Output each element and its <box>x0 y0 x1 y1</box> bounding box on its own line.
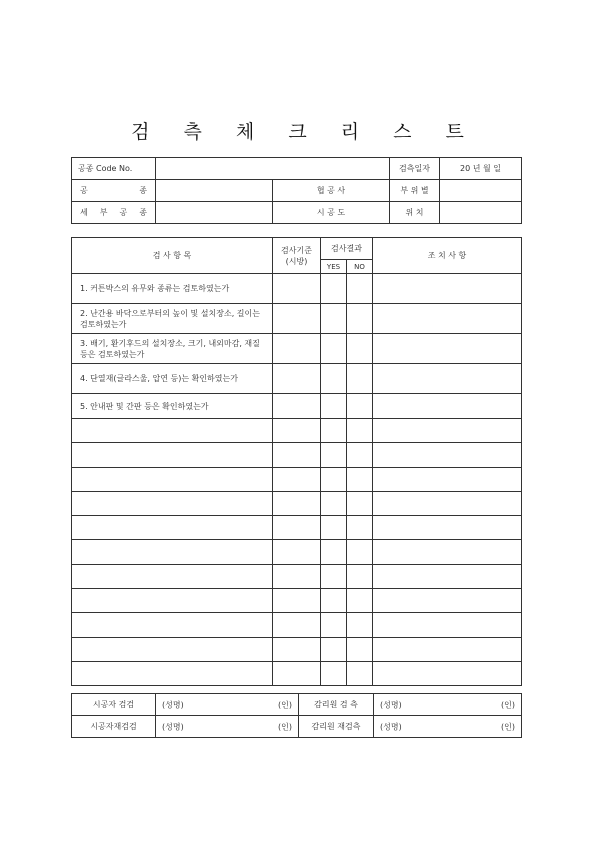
yes-cell[interactable] <box>321 274 347 304</box>
no-cell[interactable] <box>347 540 373 564</box>
no-cell[interactable] <box>347 419 373 443</box>
table-row <box>72 613 522 637</box>
yes-cell[interactable] <box>321 304 347 334</box>
item-cell: 1. 커튼박스의 유무와 종류는 검토하였는가 <box>72 274 273 304</box>
item-cell <box>72 661 273 685</box>
table-row <box>72 540 522 564</box>
contractor-reinspection-signature-field[interactable] <box>156 716 299 738</box>
action-cell[interactable] <box>373 637 522 661</box>
signature-name-placeholder: (성명) <box>162 722 184 731</box>
standard-cell[interactable] <box>273 516 321 540</box>
action-cell[interactable] <box>373 443 522 467</box>
standard-cell[interactable] <box>273 613 321 637</box>
no-cell[interactable] <box>347 467 373 491</box>
col-no-header: NO <box>347 260 373 274</box>
action-cell[interactable] <box>373 540 522 564</box>
header-table <box>71 157 522 224</box>
standard-cell[interactable] <box>273 419 321 443</box>
no-cell[interactable] <box>347 564 373 588</box>
standard-cell[interactable] <box>273 467 321 491</box>
item-cell: 5. 안내판 및 간판 등은 확인하였는가 <box>72 394 273 419</box>
no-cell[interactable] <box>347 443 373 467</box>
standard-cell[interactable] <box>273 443 321 467</box>
action-cell[interactable] <box>373 491 522 515</box>
item-cell: 3. 배기, 환기후드의 설치장소, 크기, 내외마감, 재질 등은 검토하였는가 <box>72 334 273 364</box>
no-cell[interactable] <box>347 491 373 515</box>
sub-work-label: 세 부 공 종 <box>72 202 156 224</box>
col-standard-sub: (시방) <box>285 256 308 266</box>
seal-placeholder: (인) <box>278 722 292 731</box>
signature-name-placeholder: (성명) <box>380 700 402 709</box>
yes-cell[interactable] <box>321 443 347 467</box>
col-standard-label: 검사기준 <box>281 245 312 255</box>
code-value-field[interactable] <box>156 158 390 180</box>
col-action-header: 조 치 사 항 <box>373 238 522 274</box>
date-value-field[interactable]: 20 년 월 일 <box>440 158 522 180</box>
action-cell[interactable] <box>373 589 522 613</box>
item-cell <box>72 637 273 661</box>
part-label: 부 위 별 <box>390 180 440 202</box>
table-row <box>72 564 522 588</box>
table-row <box>72 394 522 419</box>
action-cell[interactable] <box>373 564 522 588</box>
standard-cell[interactable] <box>273 589 321 613</box>
drawing-label: 시 공 도 <box>273 202 390 224</box>
yes-cell[interactable] <box>321 491 347 515</box>
standard-cell[interactable] <box>273 661 321 685</box>
yes-cell[interactable] <box>321 364 347 394</box>
yes-cell[interactable] <box>321 419 347 443</box>
signature-table <box>71 693 522 738</box>
code-label: 공종 Code No. <box>72 158 156 180</box>
no-cell[interactable] <box>347 516 373 540</box>
no-cell[interactable] <box>347 613 373 637</box>
table-row <box>72 274 522 304</box>
standard-cell[interactable] <box>273 491 321 515</box>
part-value-field[interactable] <box>440 180 522 202</box>
col-yes-header: YES <box>321 260 347 274</box>
col-standard-header <box>273 238 321 274</box>
contractor-reinspection-label: 시공자재검검 <box>72 716 156 738</box>
action-cell[interactable] <box>373 394 522 419</box>
action-cell[interactable] <box>373 419 522 443</box>
item-cell <box>72 467 273 491</box>
item-cell <box>72 491 273 515</box>
work-type-label: 공 종 <box>72 180 156 202</box>
table-row <box>72 637 522 661</box>
yes-cell[interactable] <box>321 516 347 540</box>
action-cell[interactable] <box>373 516 522 540</box>
yes-cell[interactable] <box>321 540 347 564</box>
table-row <box>72 589 522 613</box>
standard-cell[interactable] <box>273 394 321 419</box>
seal-placeholder: (인) <box>501 722 515 731</box>
yes-cell[interactable] <box>321 394 347 419</box>
item-cell: 2. 난간용 바닥으로부터의 높이 및 설치장소, 길이는 검토하였는가 <box>72 304 273 334</box>
yes-cell[interactable] <box>321 589 347 613</box>
item-cell <box>72 443 273 467</box>
yes-cell[interactable] <box>321 661 347 685</box>
no-cell[interactable] <box>347 589 373 613</box>
item-cell <box>72 419 273 443</box>
action-cell[interactable] <box>373 364 522 394</box>
seal-placeholder: (인) <box>278 700 292 709</box>
work-type-field[interactable] <box>156 180 273 202</box>
seal-placeholder: (인) <box>501 700 515 709</box>
no-cell[interactable] <box>347 334 373 364</box>
standard-cell[interactable] <box>273 334 321 364</box>
no-cell[interactable] <box>347 394 373 419</box>
item-cell: 4. 단열재(글라스울, 압연 등)는 확인하였는가 <box>72 364 273 394</box>
table-row <box>72 491 522 515</box>
col-result-header: 검사결과 <box>321 238 373 260</box>
no-cell[interactable] <box>347 274 373 304</box>
no-cell[interactable] <box>347 637 373 661</box>
table-row <box>72 516 522 540</box>
page-title: 검 측 체 크 리 스 트 <box>131 121 478 143</box>
yes-cell[interactable] <box>321 467 347 491</box>
standard-cell[interactable] <box>273 274 321 304</box>
action-cell[interactable] <box>373 467 522 491</box>
table-row <box>72 443 522 467</box>
supervisor-reinspection-signature-field[interactable] <box>374 716 522 738</box>
col-items-header: 검 사 항 목 <box>72 238 273 274</box>
yes-cell[interactable] <box>321 637 347 661</box>
contractor-inspection-label: 시공자 검검 <box>72 694 156 716</box>
standard-cell[interactable] <box>273 564 321 588</box>
action-cell[interactable] <box>373 661 522 685</box>
yes-cell[interactable] <box>321 334 347 364</box>
sub-work-field[interactable] <box>156 202 273 224</box>
standard-cell[interactable] <box>273 364 321 394</box>
no-cell[interactable] <box>347 364 373 394</box>
item-cell <box>72 564 273 588</box>
supervisor-reinspection-label: 감리원 재검측 <box>299 716 374 738</box>
signature-name-placeholder: (성명) <box>162 700 184 709</box>
item-cell <box>72 516 273 540</box>
item-cell <box>72 589 273 613</box>
action-cell[interactable] <box>373 334 522 364</box>
table-row <box>72 304 522 334</box>
action-cell[interactable] <box>373 274 522 304</box>
standard-cell[interactable] <box>273 540 321 564</box>
yes-cell[interactable] <box>321 564 347 588</box>
standard-cell[interactable] <box>273 304 321 334</box>
no-cell[interactable] <box>347 304 373 334</box>
location-value-field[interactable] <box>440 202 522 224</box>
contractor-label: 협 공 사 <box>273 180 390 202</box>
item-cell <box>72 613 273 637</box>
yes-cell[interactable] <box>321 613 347 637</box>
supervisor-inspection-label: 감리원 검 측 <box>299 694 374 716</box>
table-row <box>72 334 522 364</box>
date-label: 검측일자 <box>390 158 440 180</box>
action-cell[interactable] <box>373 613 522 637</box>
signature-name-placeholder: (성명) <box>380 722 402 731</box>
contractor-inspection-signature-field[interactable] <box>156 694 299 716</box>
standard-cell[interactable] <box>273 637 321 661</box>
table-row <box>72 419 522 443</box>
no-cell[interactable] <box>347 661 373 685</box>
item-cell <box>72 540 273 564</box>
table-row <box>72 661 522 685</box>
location-label: 위 치 <box>390 202 440 224</box>
table-row <box>72 364 522 394</box>
inspection-table <box>71 237 522 686</box>
action-cell[interactable] <box>373 304 522 334</box>
table-row <box>72 467 522 491</box>
supervisor-inspection-signature-field[interactable] <box>374 694 522 716</box>
